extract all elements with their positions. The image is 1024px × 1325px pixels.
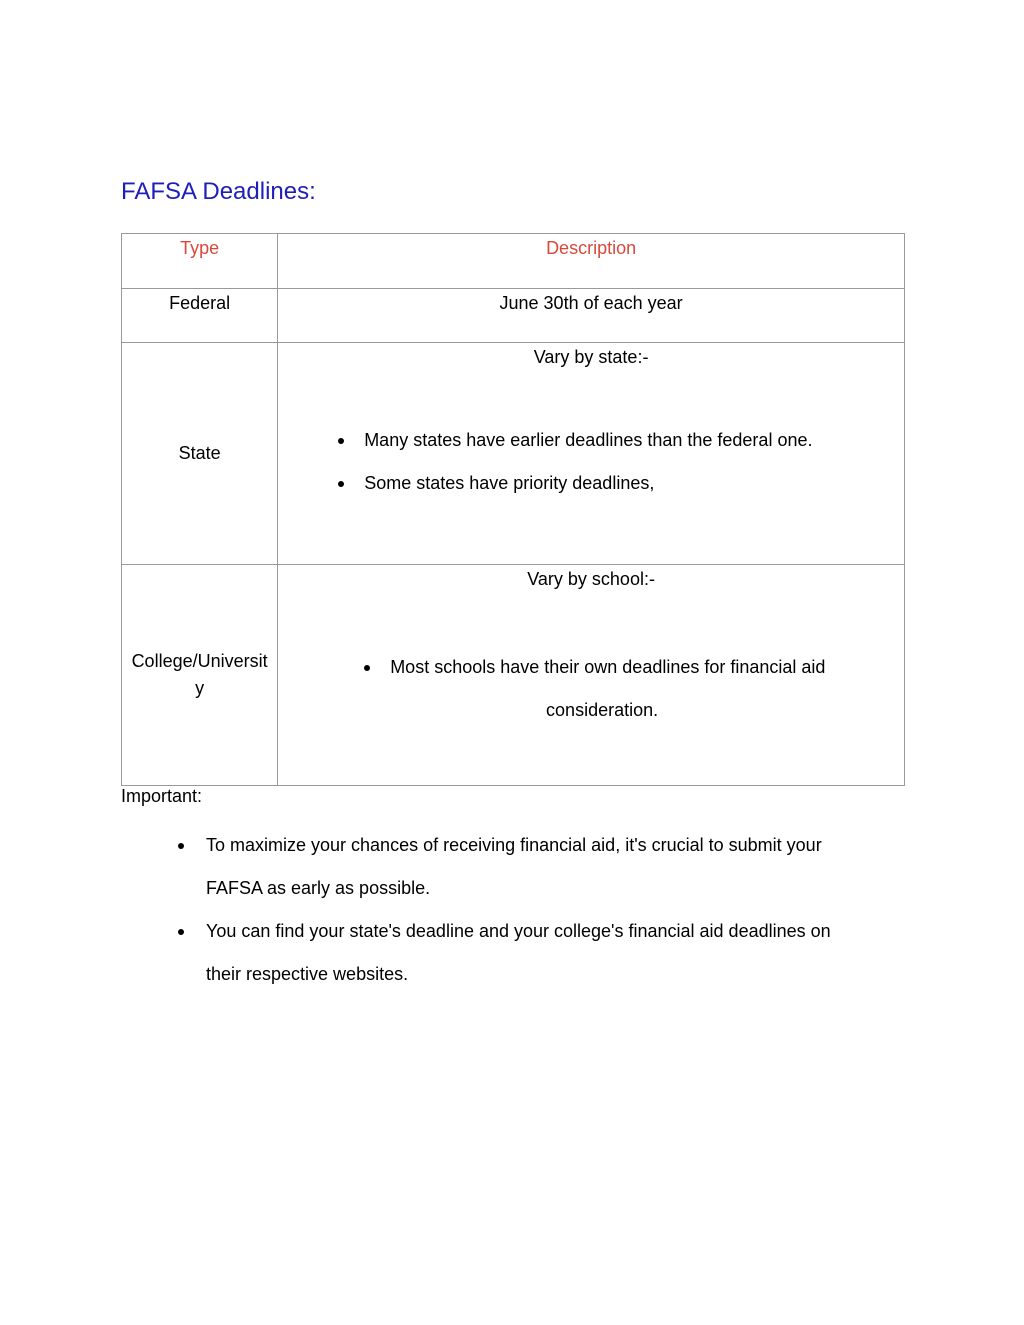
state-bullet-text: Many states have earlier deadlines than the federal one. <box>364 430 813 450</box>
important-item-line2: their respective websites. <box>206 964 409 984</box>
type-cell-federal: Federal <box>122 289 278 343</box>
college-type-line1: College/Universit <box>131 651 268 671</box>
list-item <box>390 646 884 732</box>
college-bullet-line1: Most schools have their own deadlines for financial aid <box>390 657 826 677</box>
bullet-icon <box>364 665 370 671</box>
college-bullet-line2: consideration. <box>546 700 659 720</box>
bullet-icon <box>178 929 184 935</box>
college-bullet-list <box>278 646 904 732</box>
type-cell-state: State <box>122 343 278 565</box>
type-cell-college <box>122 565 278 786</box>
state-bullet-list <box>278 419 904 505</box>
description-cell-federal: June 30th of each year <box>278 289 905 343</box>
list-item <box>364 419 904 462</box>
state-bullet-text: Some states have priority deadlines, <box>364 473 655 493</box>
state-intro: Vary by state:- <box>533 347 649 367</box>
important-list <box>206 824 926 996</box>
header-description: Description <box>278 234 905 289</box>
bullet-icon <box>338 438 344 444</box>
important-item-line1: To maximize your chances of receiving financial aid, it's crucial to submit your <box>206 835 822 855</box>
list-item <box>206 910 926 996</box>
list-item <box>206 824 926 910</box>
description-cell-state <box>278 343 905 565</box>
description-cell-college <box>278 565 905 786</box>
important-item-line2: FAFSA as early as possible. <box>206 878 431 898</box>
important-label: Important: <box>121 786 203 806</box>
table-header-row <box>122 234 905 289</box>
college-type-line2: y <box>195 678 205 698</box>
list-item <box>364 462 904 505</box>
page-title: FAFSA Deadlines: <box>121 178 316 205</box>
bullet-icon <box>178 843 184 849</box>
header-type: Type <box>122 234 278 289</box>
table-row-state <box>122 343 905 565</box>
important-item-line1: You can find your state's deadline and your college's financial aid deadlines on <box>206 921 831 941</box>
deadlines-table <box>121 233 905 786</box>
bullet-icon <box>338 481 344 487</box>
table-row-federal <box>122 289 905 343</box>
table-row-college <box>122 565 905 786</box>
college-intro: Vary by school:- <box>527 569 655 589</box>
